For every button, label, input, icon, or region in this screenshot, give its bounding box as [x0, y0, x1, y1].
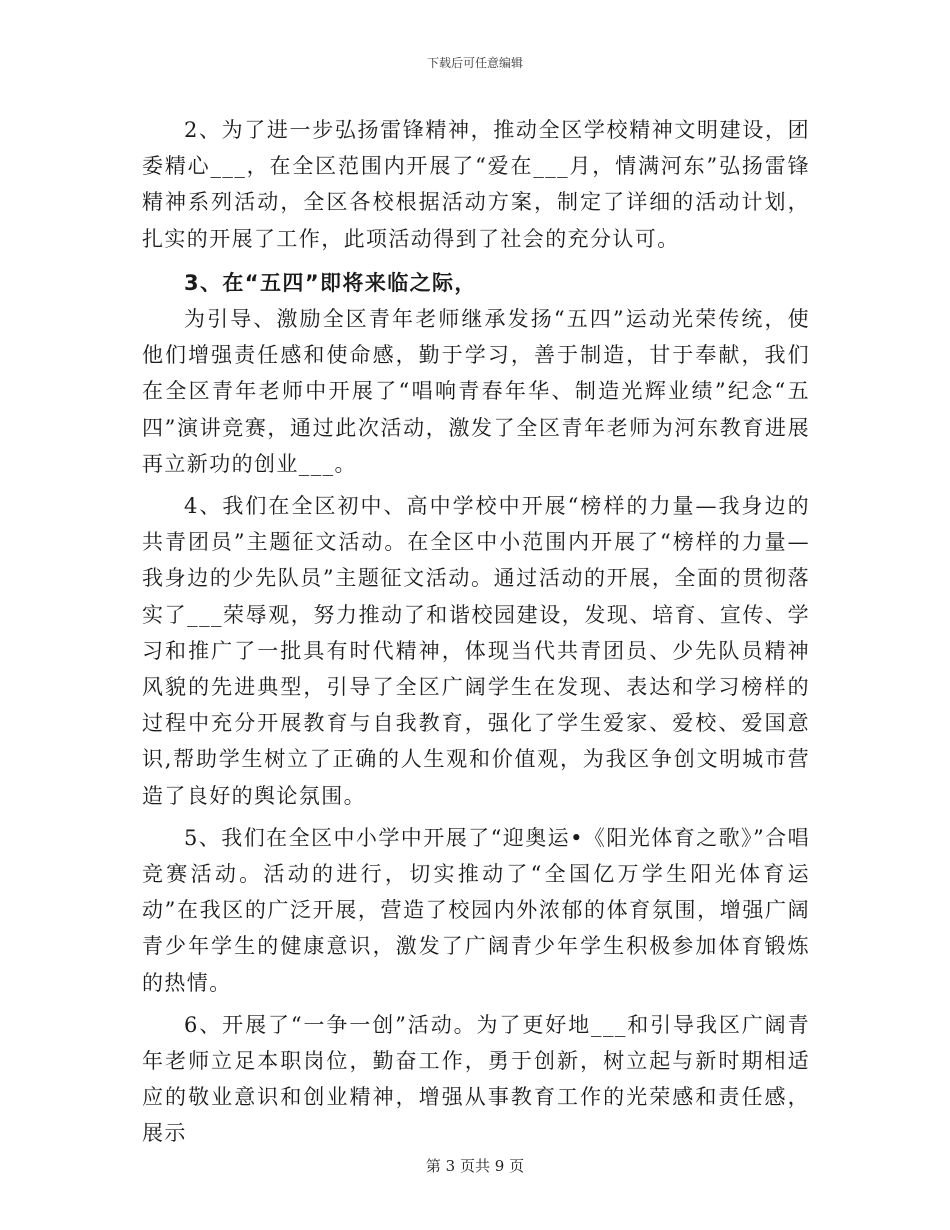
paragraph-4: 4、我们在全区初中、高中学校中开展“榜样的力量—我身边的共青团员”主题征文活动。在全区中小范围内开展了“榜样的力量—我身边的少先队员”主题征文活动。通过活动的开展，全面的贯彻落实了___荣辱观，努力推动了和谐校园建设，发现、培育、宣传、学习和推广了一批具有时代精神，体现当代共青团员、少先队员精神风貌的先进典型，引导了全区广阔学生在发现、表达和学习榜样的过程中充分开展教育与自我教育，强化了学生爱家、爱校、爱国意识,帮助学生树立了正确的人生观和价值观，为我区争创文明城市营造了良好的舆论氛围。	[142, 494, 810, 808]
section-heading-3: 3、在“五四”即将来临之际，	[184, 270, 477, 295]
paragraph-3: 为引导、激励全区青年老师继承发扬“五四”运动光荣传统，使他们增强责任感和使命感，勤于学习，善于制造，甘于奉献，我们在全区青年老师中开展了“唱响青春年华、制造光辉业绩”纪念“五四”演讲竞赛，通过此次活动，激发了全区青年老师为河东教育进展再立新功的创业___。	[142, 307, 810, 476]
paragraph-6: 6、开展了“一争一创”活动。为了更好地___和引导我区广阔青年老师立足本职岗位，勤奋工作，勇于创新，树立起与新时期相适应的敬业意识和创业精神，增强从事教育工作的光荣感和责任感，展示	[142, 1012, 810, 1146]
page-header-note: 下载后可任意编辑	[426, 56, 523, 70]
document-body	[142, 112, 810, 1152]
paragraph-2: 2、为了进一步弘扬雷锋精神，推动全区学校精神文明建设，团委精心___，在全区范围内开展了“爱在___月，情满河东”弘扬雷锋精神系列活动，全区各校根据活动方案，制定了详细的活动计划，扎实的开展了工作，此项活动得到了社会的充分认可。	[142, 118, 810, 251]
paragraph-5: 5、我们在全区中小学中开展了“迎奥运•《阳光体育之歌》”合唱竞赛活动。活动的进行，切实推动了“全国亿万学生阳光体育运动”在我区的广泛开展，营造了校园内外浓郁的体育氛围，增强广阔青少年学生的健康意识，激发了广阔青少年学生积极参加体育锻炼的热情。	[142, 825, 810, 995]
page-footer-number: 第 3 页共 9 页	[425, 1157, 525, 1175]
